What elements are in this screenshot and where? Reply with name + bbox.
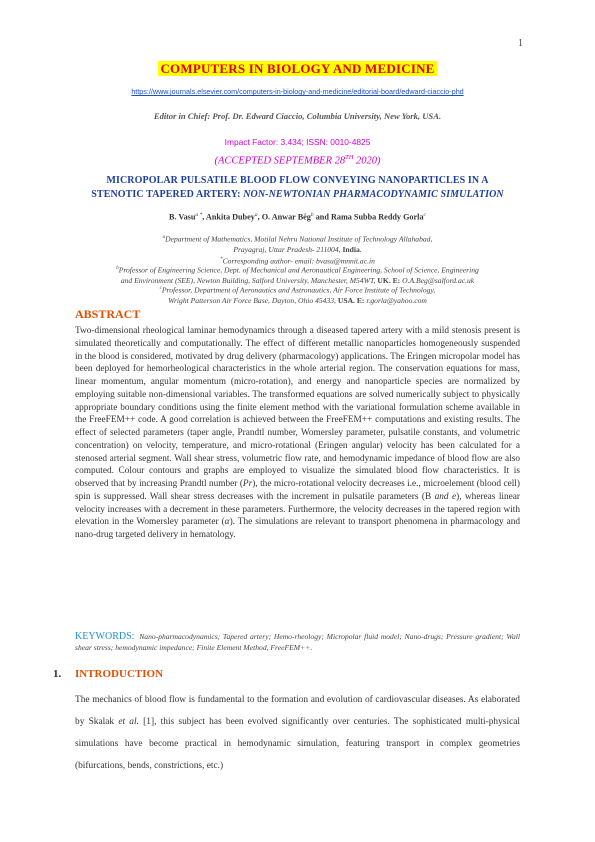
- affiliation-text: Professor of Engineering Science, Dept. of Mechanical and Aeronautical Engineering, School of Science, Engineering: [118, 265, 479, 275]
- keywords-text: Nano-pharmacodynamics; Tapered artery; Hemo-rheology; Micropolar fluid model; Nano-drugs; Pressure gradient; Wall shear stress; hemodynamic impedance; Finite Element Method, FreeFEM++.: [75, 632, 520, 652]
- paper-title-line1: MICROPOLAR PULSATILE BLOOD FLOW CONVEYING NANOPARTICLES IN A: [106, 175, 489, 186]
- author-name: , O. Anwar Bég: [257, 212, 311, 222]
- affiliation-text: .: [359, 244, 362, 254]
- abstract-text: ). The simulations are relevant to transport phenomena in pharmacology and nano-drug targeted delivery in hematology.: [75, 517, 520, 540]
- accepted-suffix: 2020): [353, 155, 381, 167]
- affiliation-country: India: [342, 244, 360, 254]
- affiliation-text: Prayagraj, Uttar Pradesh- 211004,: [233, 244, 343, 254]
- affiliation-sup: c: [159, 286, 162, 291]
- page-number: 1: [518, 38, 523, 49]
- affiliation-c: [0, 284, 595, 306]
- journal-url-link[interactable]: https://www.journals.elsevier.com/computers-in-biology-and-medicine/editorial-board/edward-ciaccio-phd: [131, 87, 464, 96]
- journal-title-text: COMPUTERS IN BIOLOGY AND MEDICINE: [160, 61, 435, 76]
- corresponding-email: Corresponding author- email: bvasu@mnnit.ac.in: [222, 256, 375, 266]
- abstract-symbol: and e: [434, 491, 457, 502]
- affiliation-text: Professor, Department of Aeronautics and Astronautics, Air Force Institute of Technology,: [161, 285, 436, 295]
- author-name: and Rama Subba Reddy Gorla: [313, 212, 424, 222]
- affiliation-b-line1: [0, 264, 595, 276]
- paper-title-line2-prefix: STENOTIC TAPERED ARTERY:: [91, 189, 244, 200]
- affiliation-text: Department of Mathematics, Motilal Nehru National Institute of Technology Allahabad,: [165, 234, 433, 244]
- editor-in-chief: Editor in Chief: Prof. Dr. Edward Ciaccio, Columbia University, New York, USA.: [153, 111, 442, 121]
- affiliation-sup: a: [162, 235, 166, 240]
- abstract-text: ), the micro-rotational velocity decreases i.e., microelement (blood cell) spin is suppressed. Wall shear stress decreases with the increment in pulsatile parameters (B: [75, 479, 520, 502]
- introduction-text: The mechanics of blood flow is fundamental to the formation and evolution of cardiovascular diseases. As elaborated by Skalak: [75, 695, 520, 727]
- keywords-label: KEYWORDS:: [75, 631, 135, 642]
- introduction-text: [1], this subject has been evolved significantly over centuries. The sophisticated multi-physical simulations have become practical in hemodynamic simulation, featuring transport in complex geometries (bifurcations, bends, constrictions, etc.): [75, 717, 520, 771]
- accepted-sup: TH: [345, 154, 354, 161]
- accepted-date: [0, 154, 595, 167]
- affiliation-country: USA. E:: [337, 295, 365, 305]
- paper-title-line2-italic: NON-NEWTONIAN PHARMACODYNAMIC SIMULATION: [243, 189, 504, 200]
- affiliation-b: [0, 264, 595, 286]
- paper-title-line2: [0, 188, 595, 202]
- author-sup: a *: [195, 212, 203, 218]
- affiliation-a-line2: [0, 245, 595, 255]
- author-list: [0, 212, 595, 222]
- affiliation-text: and Environment (SEE), Newton Building, Salford University, Manchester, M54WT,: [120, 275, 378, 285]
- section-title: INTRODUCTION: [75, 668, 164, 680]
- abstract-body: [75, 325, 520, 542]
- paper-title: [0, 174, 595, 202]
- accepted-prefix: (ACCEPTED SEPTEMBER 28: [214, 155, 346, 167]
- author-name: B. Vasu: [169, 212, 196, 222]
- affiliation-email: r.gorla@yahoo.com: [364, 295, 427, 305]
- affiliation-c-line2: [0, 296, 595, 306]
- abstract-heading: ABSTRACT: [75, 307, 141, 321]
- section-number: 1.: [53, 668, 62, 680]
- section-heading-introduction: [53, 668, 163, 680]
- author-sup: a: [254, 212, 258, 218]
- affiliation-sup: b: [116, 266, 119, 271]
- abstract-text: ), whereas linear velocity increases with a decrement in these parameters. Furthermore, the velocity decreases in the tapered region with elevation in the Womersley parameter (: [75, 491, 521, 528]
- affiliation-c-line1: [0, 284, 595, 296]
- journal-title: [0, 60, 595, 78]
- author-name: , Ankita Dubey: [202, 212, 255, 222]
- affiliation-country: UK. E:: [377, 275, 401, 285]
- introduction-citation: et al.: [118, 717, 139, 727]
- affiliation-sup: *: [220, 257, 223, 263]
- author-sup: b: [310, 212, 314, 218]
- affiliation-a-line1: [0, 233, 595, 245]
- affiliation-a: [0, 233, 595, 267]
- abstract-symbol: α: [224, 517, 230, 528]
- author-sup: c: [423, 212, 426, 218]
- abstract-symbol: Pr: [242, 479, 253, 489]
- impact-factor: Impact Factor: 3.434; ISSN: 0010-4825: [224, 137, 371, 147]
- affiliation-text: Wright Patterson Air Force Base, Dayton, Ohio 45433,: [168, 295, 338, 305]
- keywords: [75, 631, 520, 653]
- abstract-text: Two-dimensional rheological laminar hemodynamics through a diseased tapered artery with a mild stenosis present is simulated theoretically and computationally. The effect of different metallic nanoparticles homogeneously suspended in the blood is considered, motivated by drug delivery (pharmacology) applications. The Eringen micropolar model has been deployed for hemorheological characteristics in the whole arterial region. The conservation equations for mass, linear momentum, angular momentum (micro-rotation), and energy and nanoparticle species are normalized by employing suitable non-dimensional variables. The transformed equations are solved numerically subject to physically appropriate boundary conditions using the finite element method with the variational formulation scheme available in the FreeFEM++ code. A good correlation is achieved between the FreeFEM++ computations and existing results. The effect of selected parameters (taper angle, Prandtl number, Womersley parameter, pulsatile constants, and volumetric concentration) on velocity, temperature, and micro-rotational (Eringen angular) velocity has been calculated for a stenosed arterial segment. Wall shear stress, volumetric flow rate, and hemodynamic impedance of blood flow are also computed. Colour contours and graphs are employed to visualize the simulated blood flow characteristics. It is observed that by increasing Prandtl number (: [75, 326, 520, 489]
- affiliation-email: O.A.Beg@salford.ac.uk: [400, 275, 475, 285]
- introduction-body: [75, 689, 520, 777]
